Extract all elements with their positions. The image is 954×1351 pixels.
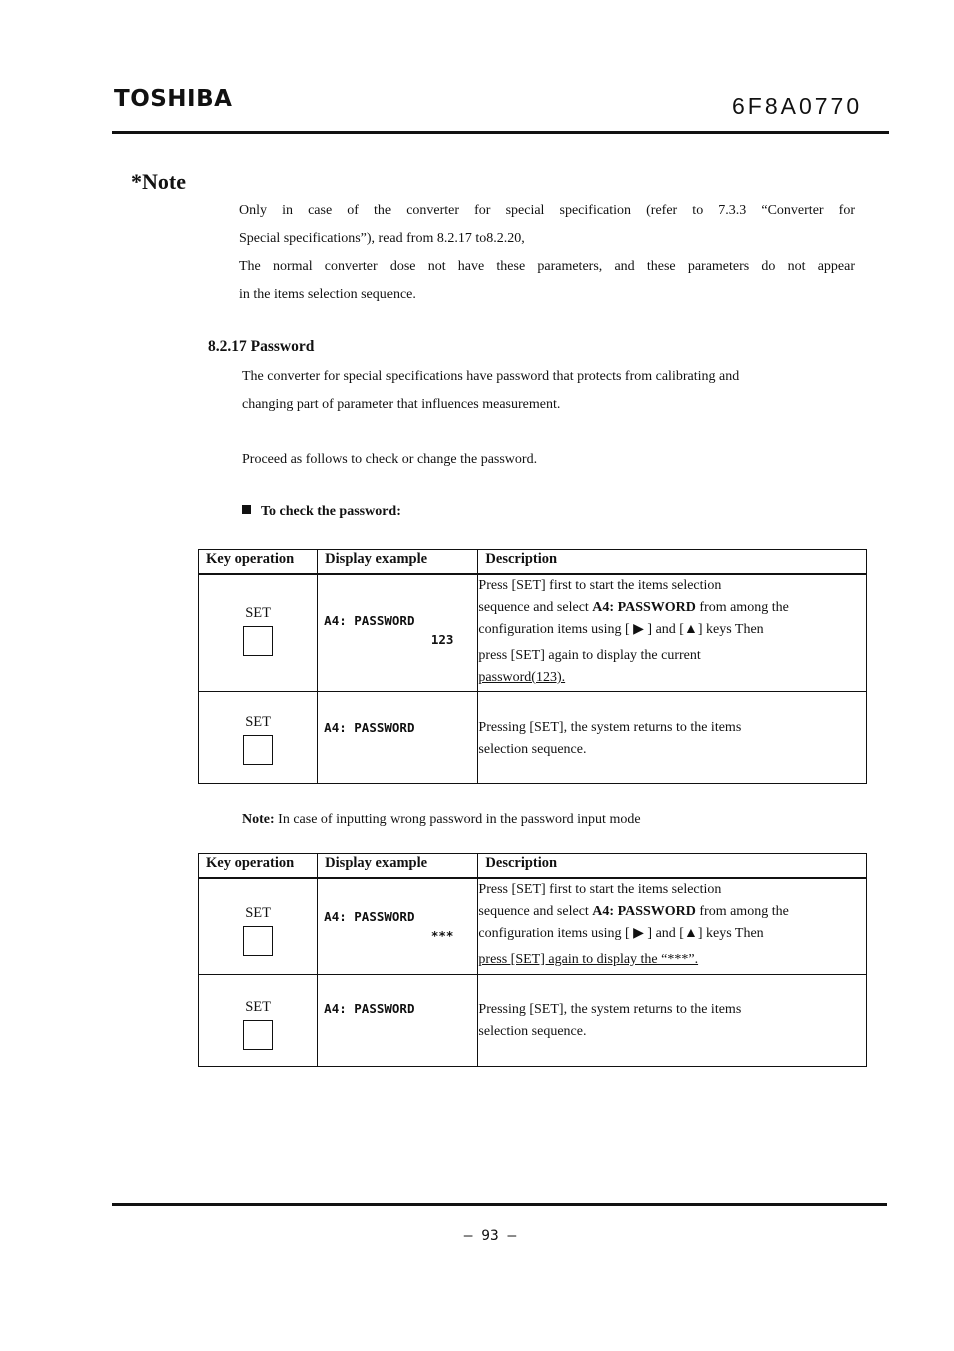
desc-text: sequence and select xyxy=(478,600,593,615)
desc-line xyxy=(478,901,866,923)
set-key-icon xyxy=(243,735,273,765)
key-operation-cell xyxy=(199,691,318,783)
table-header-row xyxy=(199,854,867,879)
header-rule xyxy=(112,131,889,134)
brand-logo: TOSHIBA xyxy=(114,86,233,112)
desc-line: Press [SET] first to start the items selection xyxy=(478,882,722,897)
header-display-example: Display example xyxy=(318,854,478,879)
table-row xyxy=(199,574,867,691)
desc-text: sequence and select xyxy=(478,904,593,919)
table-row xyxy=(199,974,867,1066)
key-operation-cell xyxy=(199,974,318,1066)
wrong-password-table xyxy=(198,853,867,1067)
section-intro-line-2: changing part of parameter that influences measurement. xyxy=(242,397,561,412)
display-line-2: *** xyxy=(430,928,454,943)
display-line-1: A4: PASSWORD xyxy=(324,909,415,924)
key-label: SET xyxy=(245,605,271,621)
display-line-1: A4: PASSWORD xyxy=(324,719,415,735)
document-number: 6F8A0770 xyxy=(732,93,863,119)
description-cell xyxy=(478,691,867,783)
square-bullet-icon xyxy=(242,505,251,514)
desc-text: from among the xyxy=(695,600,789,615)
section-intro xyxy=(242,363,862,419)
desc-line: press [SET] again to display the “***”. xyxy=(478,952,699,967)
desc-line: Pressing [SET], the system returns to the items xyxy=(478,719,742,735)
bullet-text: To check the password: xyxy=(261,504,401,519)
display-example-cell xyxy=(318,878,478,974)
display-line-1: A4: PASSWORD xyxy=(324,1000,415,1016)
desc-line: configuration items using [ ▶ ] and [▲] keys Then xyxy=(478,622,764,637)
header-key-operation: Key operation xyxy=(199,550,318,575)
display-example-cell xyxy=(318,974,478,1066)
table-header-row xyxy=(199,550,867,575)
desc-line: selection sequence. xyxy=(478,1023,587,1039)
key-operation-cell xyxy=(199,878,318,974)
description-cell xyxy=(478,878,867,974)
display-example-cell xyxy=(318,574,478,691)
section-intro-line-1: The converter for special specifications have password that protects from calibrating and xyxy=(242,369,740,384)
check-password-table xyxy=(198,549,867,784)
desc-line: selection sequence. xyxy=(478,741,587,757)
desc-line: configuration items using [ ▶ ] and [▲] keys Then xyxy=(478,926,764,941)
header-key-operation: Key operation xyxy=(199,854,318,879)
key-operation-cell xyxy=(199,574,318,691)
description-cell xyxy=(478,574,867,691)
note-line-2: Special specifications”), read from 8.2.17 to8.2.20, xyxy=(239,231,525,246)
desc-line: Pressing [SET], the system returns to the items xyxy=(478,1001,742,1017)
set-key-icon xyxy=(243,1020,273,1050)
note-line-1: Only in case of the converter for special specification (refer to 7.3.3 “Converter for xyxy=(239,203,855,218)
desc-line: password(123). xyxy=(478,670,566,685)
key-label: SET xyxy=(245,905,271,921)
page-number: – 93 – xyxy=(463,1228,517,1244)
note-line-4: in the items selection sequence. xyxy=(239,287,416,302)
desc-line: press [SET] again to display the current xyxy=(478,648,701,663)
desc-text: from among the xyxy=(695,904,789,919)
bullet-check-password xyxy=(242,504,401,520)
display-line-2: 123 xyxy=(430,632,454,647)
key-label: SET xyxy=(245,713,271,730)
header-description: Description xyxy=(478,854,867,879)
display-line-1: A4: PASSWORD xyxy=(324,613,415,628)
table-row xyxy=(199,691,867,783)
section-heading: 8.2.17 Password xyxy=(208,338,315,355)
desc-line: Press [SET] first to start the items selection xyxy=(478,578,722,593)
footer-rule xyxy=(112,1203,887,1206)
wrong-password-note xyxy=(242,812,641,828)
header-display-example: Display example xyxy=(318,550,478,575)
description-cell xyxy=(478,974,867,1066)
header-description: Description xyxy=(478,550,867,575)
note-line-3: The normal converter dose not have these parameters, and these parameters do not appear xyxy=(239,259,855,274)
set-key-icon xyxy=(243,926,273,956)
note-heading: *Note xyxy=(131,169,186,194)
display-example-cell xyxy=(318,691,478,783)
proceed-text: Proceed as follows to check or change the password. xyxy=(242,452,538,467)
desc-line xyxy=(478,597,866,619)
set-key-icon xyxy=(243,626,273,656)
note-text: In case of inputting wrong password in the password input mode xyxy=(274,812,641,827)
desc-bold-text: A4: PASSWORD xyxy=(592,904,696,919)
note-paragraph xyxy=(239,197,855,309)
table-row xyxy=(199,878,867,974)
note-label: Note: xyxy=(242,812,275,827)
desc-bold-text: A4: PASSWORD xyxy=(592,600,696,615)
key-label: SET xyxy=(245,998,271,1015)
